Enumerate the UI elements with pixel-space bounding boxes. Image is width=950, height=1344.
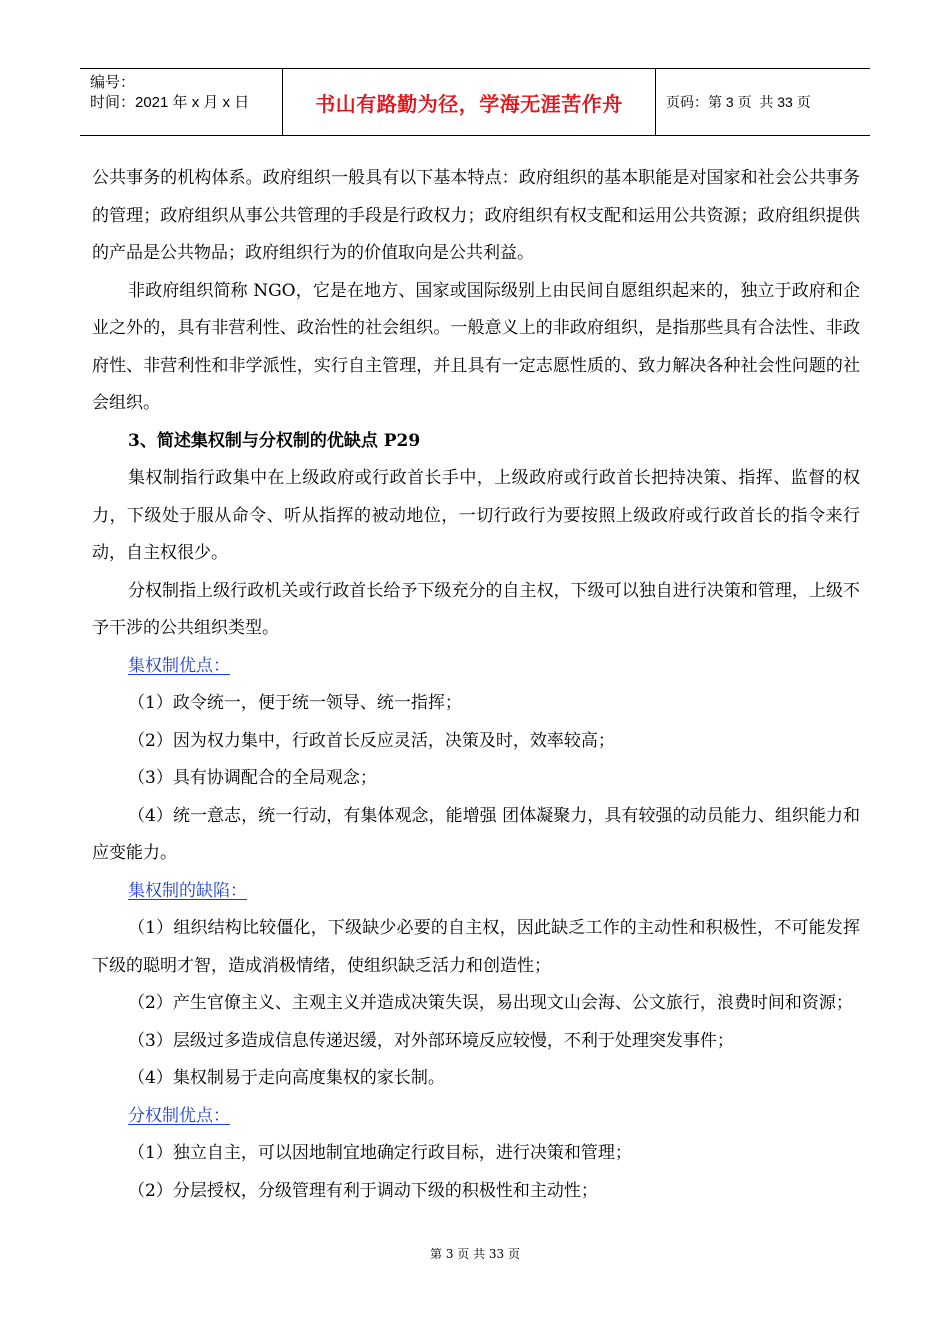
list-item: （3）具有协调配合的全局观念； [128, 768, 377, 788]
list-item: （2）因为权力集中，行政首长反应灵活，决策及时，效率较高； [128, 730, 615, 751]
list-item: （4）集权制易于走向高度集权的家长制。 [128, 1068, 445, 1088]
subheading-link: 集权制优点： [128, 655, 230, 676]
list-item: （2）分层授权，分级管理有利于调动下级的积极性和主动性； [128, 1180, 598, 1201]
paragraph: 集权制指行政集中在上级政府或行政首长手中，上级政府或行政首长把持决策、指挥、监督的权力，下级处于服从命令、听从指挥的被动地位，一切行政行为要按照上级政府或行政首长的指令来行动，自主权很少。 [92, 468, 860, 563]
subheading-decentralization-advantages [92, 1098, 860, 1136]
header-meta [80, 69, 282, 135]
paragraph: 分权制指上级行政机关或行政首长给予下级充分的自主权，下级可以独自进行决策和管理，上级不予干涉的公共组织类型。 [92, 580, 860, 638]
list-item: （1）独立自主，可以因地制宜地确定行政目标，进行决策和管理； [128, 1143, 632, 1163]
list-item: （1）政令统一，便于统一领导、统一指挥； [128, 693, 462, 713]
section-heading: 3、简述集权制与分权制的优缺点 P29 [128, 430, 421, 451]
list-item: （4）统一意志，统一行动，有集体观念，能增强 团体凝聚力，具有较强的动员能力、组织能力和应变能力。 [92, 805, 860, 863]
paragraph: 非政府组织简称 NGO，它是在地方、国家或国际级别上由民间自愿组织起来的，独立于政府和企业之外的，具有非营利性、政治性的社会组织。一般意义上的非政府组织，是指那些具有合法性、非政府性、非营利性和非学派性，实行自主管理，并且具有一定志愿性质的、致力解决各种社会性问题的社会组织。 [92, 280, 860, 413]
subheading-centralization-defects [92, 873, 860, 911]
list-item: （2）产生官僚主义、主观主义并造成决策失误，易出现文山会海、公文旅行，浪费时间和资源； [128, 993, 853, 1013]
header-page-label: 页码：第 3 页 共 33 页 [666, 94, 811, 110]
list-item: （1）组织结构比较僵化，下级缺少必要的自主权，因此缺乏工作的主动性和积极性，不可能发挥下级的聪明才智，造成消极情绪，使组织缺乏活力和创造性； [92, 918, 860, 976]
page-header [80, 68, 870, 136]
subheading-link: 集权制的缺陷： [128, 880, 247, 901]
subheading-link: 分权制优点： [128, 1105, 230, 1126]
subheading-centralization-advantages [92, 648, 860, 686]
page-footer: 第 3 页 共 33 页 [430, 1247, 520, 1261]
header-motto: 书山有路勤为径，学海无涯苦作舟 [282, 69, 656, 135]
list-item: （3）层级过多造成信息传递迟缓，对外部环境反应较慢，不利于处理突发事件； [128, 1030, 734, 1051]
document-date-label: 时间：2021 年 x 月 x 日 [90, 94, 250, 111]
paragraph: 公共事务的机构体系。政府组织一般具有以下基本特点：政府组织的基本职能是对国家和社会公共事务的管理；政府组织从事公共管理的手段是行政权力；政府组织有权支配和运用公共资源；政府组织提供的产品是公共物品；政府组织行为的价值取向是公共利益。 [92, 168, 860, 263]
header-page-info [656, 69, 870, 135]
document-body [92, 160, 860, 1210]
document-number-label: 编号： [90, 74, 136, 91]
